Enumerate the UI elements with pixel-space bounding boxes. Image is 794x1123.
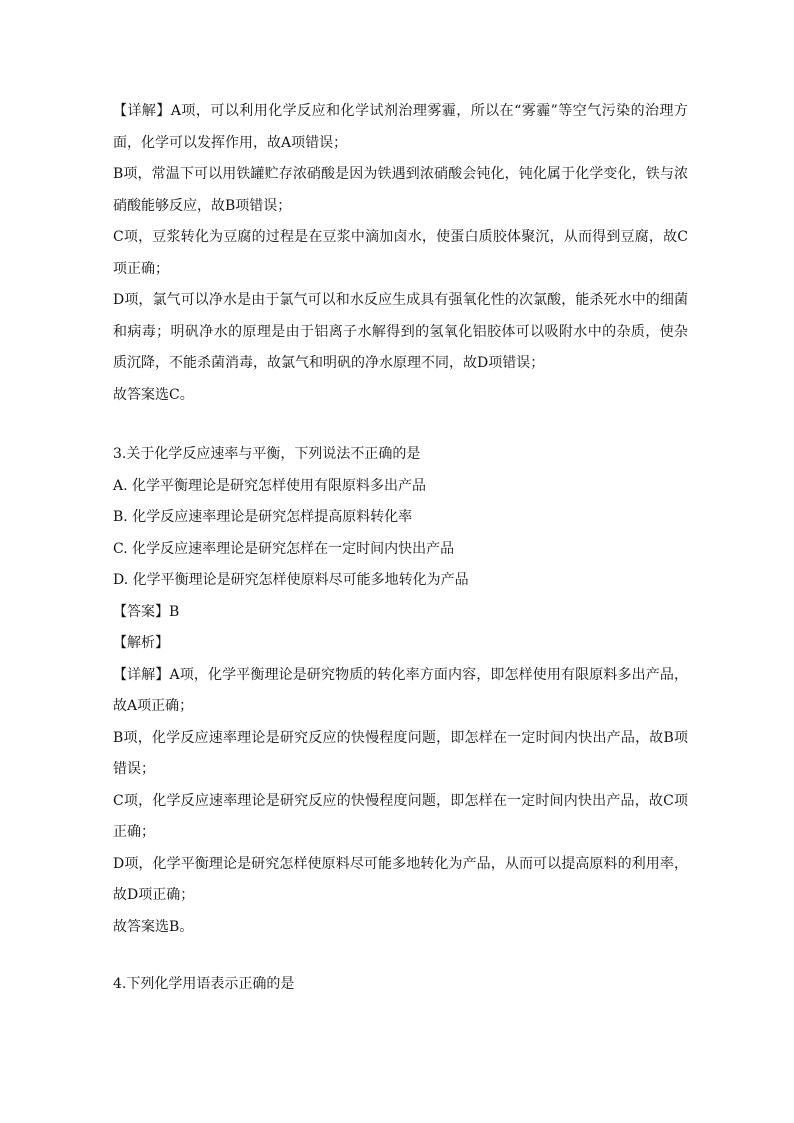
explanation-line: 质沉降，不能杀菌消毒，故氯气和明矾的净水原理不同，故D项错误； (113, 355, 545, 371)
question-stem: 4.下列化学用语表示正确的是 (113, 976, 295, 992)
explanation-line: 和病毒；明矾净水的原理是由于铝离子水解得到的氢氧化铝胶体可以吸附水中的杂质，使杂 (113, 323, 688, 340)
answer-label: 【答案】B (113, 603, 180, 620)
q2-explanation (113, 96, 688, 411)
explanation-line: 硝酸能够反应，故B项错误； (113, 197, 292, 214)
explanation-line: D项，氯气可以净水是由于氯气可以和水反应生成具有强氧化性的次氯酸，能杀死水中的细菌 (113, 292, 688, 308)
option-a: A. 化学平衡理论是研究怎样使用有限原料多出产品 (113, 477, 427, 494)
explanation-line: 【详解】A项，可以利用化学反应和化学试剂治理雾霾，所以在“雾霾”等空气污染的治理方 (113, 103, 688, 119)
explanation-line: 故答案选C。 (113, 386, 194, 403)
explanation-line: C项，化学反应速率理论是研究反应的快慢程度问题，即怎样在一定时间内快出产品，故C项 (113, 792, 688, 809)
explanation-line: 错误； (113, 761, 155, 777)
explanation-line: 项正确； (113, 260, 169, 277)
explanation-line: B项，化学反应速率理论是研究反应的快慢程度问题，即怎样在一定时间内快出产品，故B项 (113, 729, 688, 746)
option-b: B. 化学反应速率理论是研究怎样提高原料转化率 (113, 509, 413, 525)
question-stem: 3.关于化学反应速率与平衡，下列说法不正确的是 (113, 446, 421, 462)
explanation-line: D项，化学平衡理论是研究怎样使原料尽可能多地转化为产品，从而可以提高原料的利用率， (113, 855, 688, 872)
explanation-line: C项，豆浆转化为豆腐的过程是在豆浆中滴加卤水，使蛋白质胶体聚沉，从而得到豆腐，故C (113, 229, 688, 245)
analysis-heading: 【解析】 (113, 635, 169, 651)
question-3 (113, 439, 688, 943)
explanation-line: 面，化学可以发挥作用，故A项错误； (113, 134, 348, 151)
explanation-line: 故D项正确； (113, 887, 195, 903)
explanation-line: 正确； (113, 824, 155, 840)
explanation-line: 【详解】A项，化学平衡理论是研究物质的转化率方面内容，即怎样使用有限原料多出产品， (113, 666, 688, 683)
explanation-line: 故A项正确； (113, 698, 194, 714)
option-c: C. 化学反应速率理论是研究怎样在一定时间内快出产品 (113, 540, 455, 557)
explanation-line: 故答案选B。 (113, 918, 194, 935)
question-4 (113, 969, 688, 1001)
explanation-line: B项，常温下可以用铁罐贮存浓硝酸是因为铁遇到浓硝酸会钝化，钝化属于化学变化，铁与浓 (113, 166, 688, 182)
option-d: D. 化学平衡理论是研究怎样使原料尽可能多地转化为产品 (113, 572, 469, 588)
